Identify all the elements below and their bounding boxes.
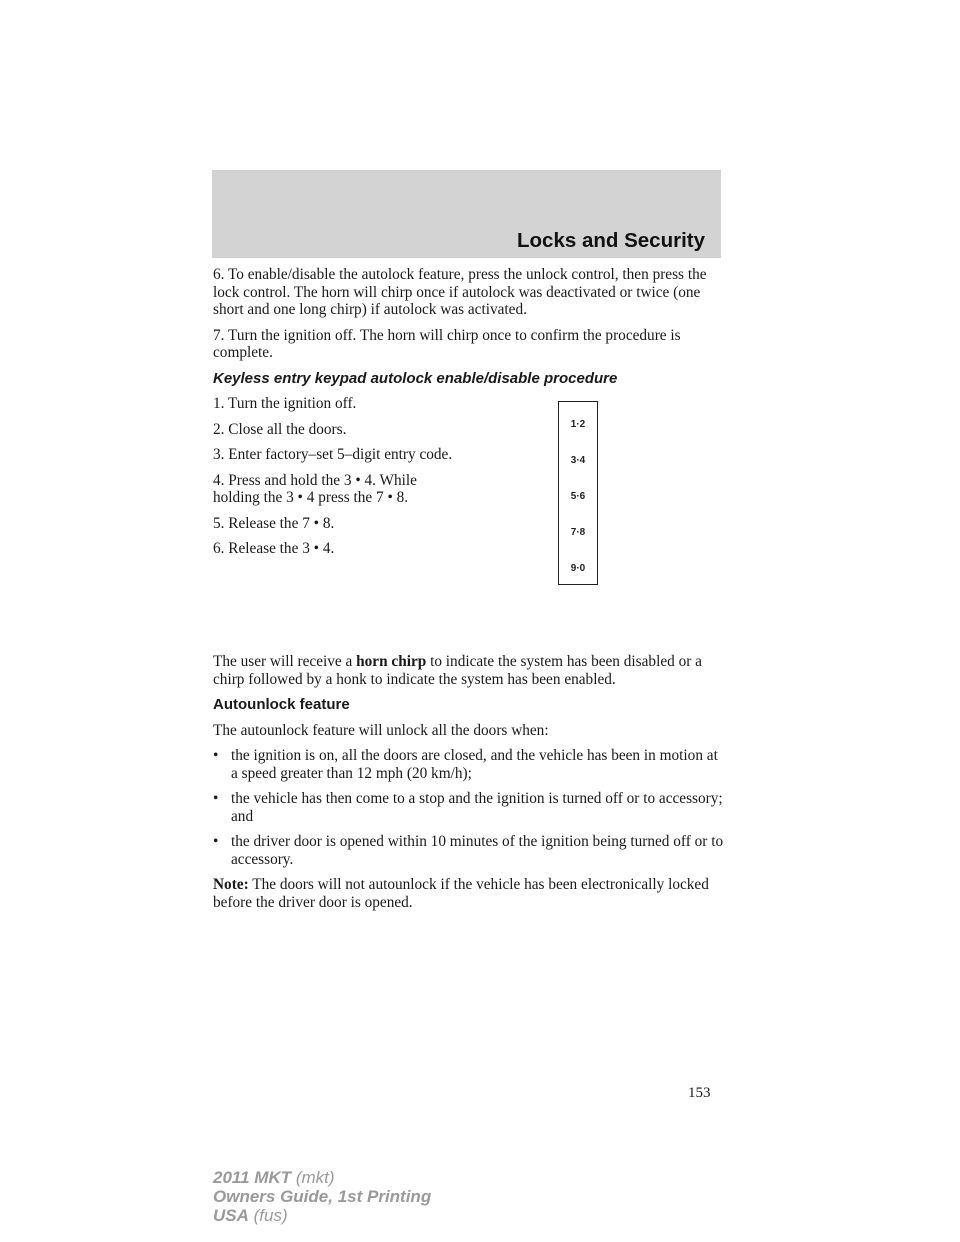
step-paragraph: 7. Turn the ignition off. The horn will chirp once to confirm the procedure is complete. xyxy=(213,326,681,361)
bullet-icon: • xyxy=(213,790,219,807)
keypad-step: 4. Press and hold the 3 • 4. While holding the 3 • 4 press the 7 • 8. xyxy=(213,471,417,506)
bullet-icon: • xyxy=(213,747,219,764)
keypad-procedure-heading: Keyless entry keypad autolock enable/disable procedure xyxy=(213,369,618,387)
autounlock-heading: Autounlock feature xyxy=(213,696,350,713)
keypad-step: 2. Close all the doors. xyxy=(213,420,347,438)
horn-chirp-emphasis: horn chirp xyxy=(356,653,427,670)
page-number: 153 xyxy=(688,1085,711,1101)
keypad-key-9-0: 9·0 xyxy=(570,563,586,574)
note-label: Note: xyxy=(213,876,249,893)
print-footer xyxy=(213,1168,431,1225)
section-title: Locks and Security xyxy=(517,229,705,252)
keypad-key-3-4: 3·4 xyxy=(570,455,586,466)
keypad-step: 1. Turn the ignition off. xyxy=(213,395,357,412)
keypad-illustration xyxy=(558,401,598,585)
list-item: • the driver door is opened within 10 minutes of the ignition being turned off or to accessory. xyxy=(213,833,724,868)
keypad-step: 5. Release the 7 • 8. xyxy=(213,514,335,532)
page-body xyxy=(213,266,725,919)
bullet-icon: • xyxy=(213,833,219,850)
section-header-band xyxy=(212,170,721,258)
keypad-procedure xyxy=(213,395,725,653)
keypad-key-7-8: 7·8 xyxy=(570,527,586,538)
footer-line: 2011 MKT (mkt) xyxy=(213,1168,335,1187)
keypad-steps xyxy=(213,395,463,558)
result-paragraph: The user will receive a horn chirp to indicate the system has been disabled or a chirp followed by a honk to indicate the system has been enabled. xyxy=(213,653,702,688)
autounlock-conditions xyxy=(213,747,725,868)
footer-line: Owners Guide, 1st Printing xyxy=(213,1187,432,1206)
keypad-key-5-6: 5·6 xyxy=(570,491,586,502)
keypad-step: 6. Release the 3 • 4. xyxy=(213,540,335,557)
keypad-key-1-2: 1·2 xyxy=(570,419,586,430)
keypad-step: 3. Enter factory–set 5–digit entry code. xyxy=(213,446,453,463)
autounlock-intro: The autounlock feature will unlock all the doors when: xyxy=(213,721,549,739)
list-item: • the ignition is on, all the doors are closed, and the vehicle has been in motion at a speed greater than 12 mph (20 km/h); xyxy=(213,747,718,782)
step-paragraph: 6. To enable/disable the autolock feature, press the unlock control, then press the lock control. The horn will chirp once if autolock was deactivated or twice (one short and one long chirp) if autolock was activated. xyxy=(213,266,707,318)
list-item: • the vehicle has then come to a stop and the ignition is turned off or to accessory; and xyxy=(213,790,723,825)
note-paragraph: Note: The doors will not autounlock if the vehicle has been electronically locked before the driver door is opened. xyxy=(213,876,709,911)
footer-line: USA (fus) xyxy=(213,1206,288,1225)
